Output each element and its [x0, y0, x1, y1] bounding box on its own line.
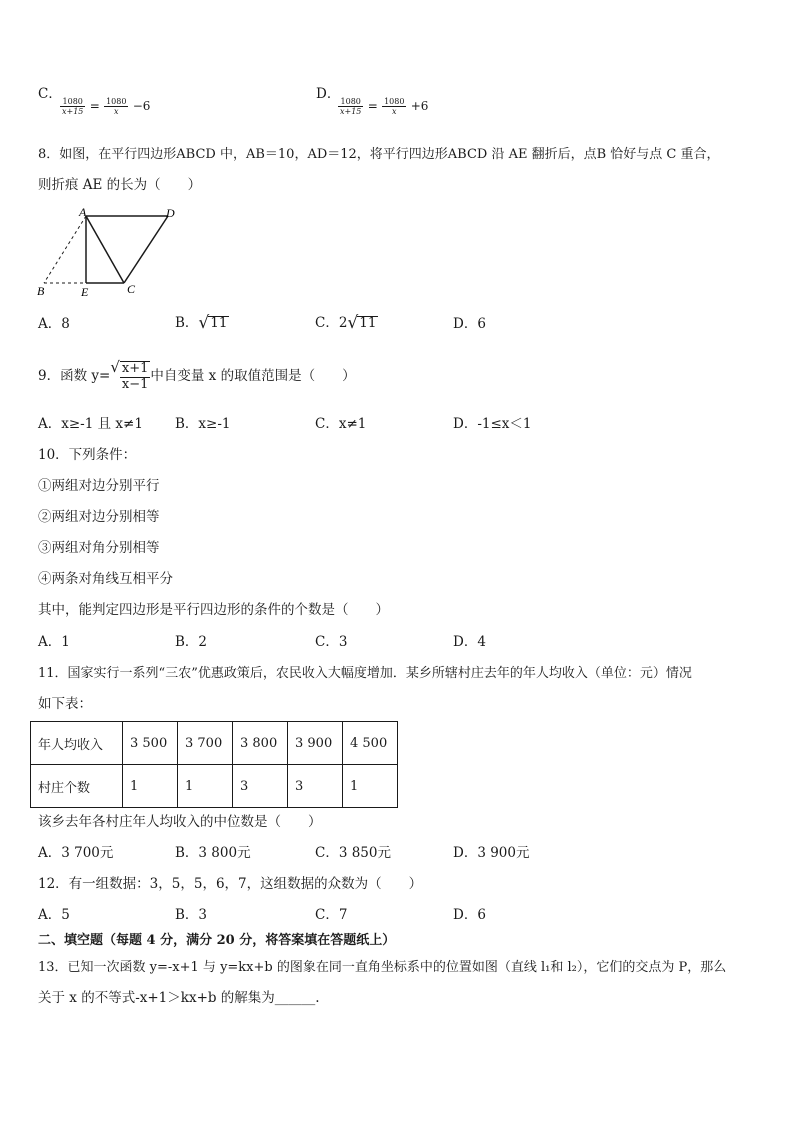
q10-option-a: A．1	[38, 634, 70, 650]
q8-option-c: C．2√11	[315, 313, 377, 333]
q12-option-d: D．6	[453, 907, 486, 923]
table-cell: 1	[123, 765, 178, 808]
q11-option-d: D．3 900元	[453, 845, 530, 861]
q8-option-a: A．8	[38, 316, 70, 332]
label-d: D	[166, 206, 175, 220]
q12-option-a: A．5	[38, 907, 70, 923]
table-cell: 3 700	[178, 722, 233, 765]
q10-condition-1: ①两组对边分别平行	[38, 478, 160, 494]
q9-stem: 9．函数 y=√ $\frac{x+1}{x-1}$ 中自变量 x 的取值范围是（ ）	[38, 358, 356, 392]
section-heading: 二、填空题（每题 4 分，满分 20 分，将答案填在答题纸上）	[38, 933, 396, 948]
q9-option-d: D．-1≤x＜1	[453, 416, 532, 432]
q8-stem-line1: 8．如图，在平行四边形ABCD 中，AB＝10，AD＝12，将平行四边形ABCD 沿 AE 翻折后，点B 恰好与点 C 重合，	[38, 147, 720, 162]
q12-option-b: B．3	[175, 907, 208, 923]
fraction: $\frac{1080}{x}$	[106, 97, 127, 117]
q10-condition-3: ③两组对角分别相等	[38, 540, 160, 556]
q7-option-d-formula: $\frac{1080}{x+15}$ = $\frac{1080}{x}$ +6	[340, 97, 429, 117]
q8-option-d: D．6	[453, 316, 486, 332]
table-cell: 3	[288, 765, 343, 808]
table-cell: 3 500	[123, 722, 178, 765]
income-table	[30, 721, 398, 808]
q7-option-c-formula: $\frac{1080}{x+15}$ = $\frac{1080}{x}$ −6	[62, 97, 151, 117]
label-e: E	[81, 285, 89, 299]
q9-option-b: B．x≥-1	[175, 416, 231, 432]
label-c: C	[127, 282, 136, 296]
q7-option-c: C．	[38, 86, 62, 102]
label-b: B	[37, 284, 45, 298]
q13-stem-line1: 13．已知一次函数 y=-x+1 与 y=kx+b 的图象在同一直角坐标系中的位置如图（直线 l₁和 l₂），它们的交点为 P，那么	[38, 960, 727, 975]
radical-sign: √	[198, 313, 210, 333]
q11-stem-line1: 11．国家实行一系列“三农”优惠政策后，农民收入大幅度增加．某乡所辖村庄去年的年人均收入（单位：元）情况	[38, 666, 692, 681]
radical-sign: √	[347, 313, 359, 333]
q11-stem-line2: 如下表：	[38, 696, 92, 712]
fraction: $\frac{1080}{x+15}$	[340, 97, 362, 117]
q8-option-b: B．√11	[175, 313, 228, 333]
radical-sign: √	[110, 358, 120, 376]
fraction: $\frac{1080}{x}$	[384, 97, 405, 117]
table-row	[31, 765, 398, 808]
q12-stem: 12．有一组数据：3，5，5，6，7，这组数据的众数为（ ）	[38, 876, 423, 892]
q10-condition-4: ④两条对角线互相平分	[38, 571, 173, 587]
table-cell: 年人均收入	[31, 722, 123, 765]
q10-option-d: D．4	[453, 634, 486, 650]
q7-option-d: D．	[316, 86, 341, 102]
table-cell: 4 500	[343, 722, 398, 765]
q10-question: 其中，能判定四边形是平行四边形的条件的个数是（ ）	[38, 602, 389, 618]
table-cell: 3	[233, 765, 288, 808]
q11-question: 该乡去年各村庄年人均收入的中位数是（ ）	[38, 814, 322, 830]
fraction: $\frac{x+1}{x-1}$	[121, 360, 149, 392]
q10-condition-2: ②两组对边分别相等	[38, 509, 160, 525]
table-cell: 1	[178, 765, 233, 808]
q10-option-b: B．2	[175, 634, 208, 650]
q10-stem: 10．下列条件：	[38, 447, 137, 463]
q11-option-a: A．3 700元	[38, 845, 114, 861]
q9-option-a: A．x≥-1 且 x≠1	[38, 416, 143, 432]
label-a: A	[79, 205, 87, 219]
q13-stem-line2: 关于 x 的不等式-x+1＞kx+b 的解集为______.	[38, 990, 320, 1006]
table-cell: 3 900	[288, 722, 343, 765]
q11-option-c: C．3 850元	[315, 845, 391, 861]
q8-parallelogram-figure	[34, 204, 184, 300]
q8-stem-line2: 则折痕 AE 的长为（ ）	[38, 177, 202, 193]
table-cell: 1	[343, 765, 398, 808]
q9-option-c: C．x≠1	[315, 416, 367, 432]
table-cell: 3 800	[233, 722, 288, 765]
q10-option-c: C．3	[315, 634, 348, 650]
fraction: $\frac{1080}{x+15}$	[62, 97, 84, 117]
table-cell: 村庄个数	[31, 765, 123, 808]
q12-option-c: C．7	[315, 907, 348, 923]
q11-option-b: B．3 800元	[175, 845, 251, 861]
table-row	[31, 722, 398, 765]
